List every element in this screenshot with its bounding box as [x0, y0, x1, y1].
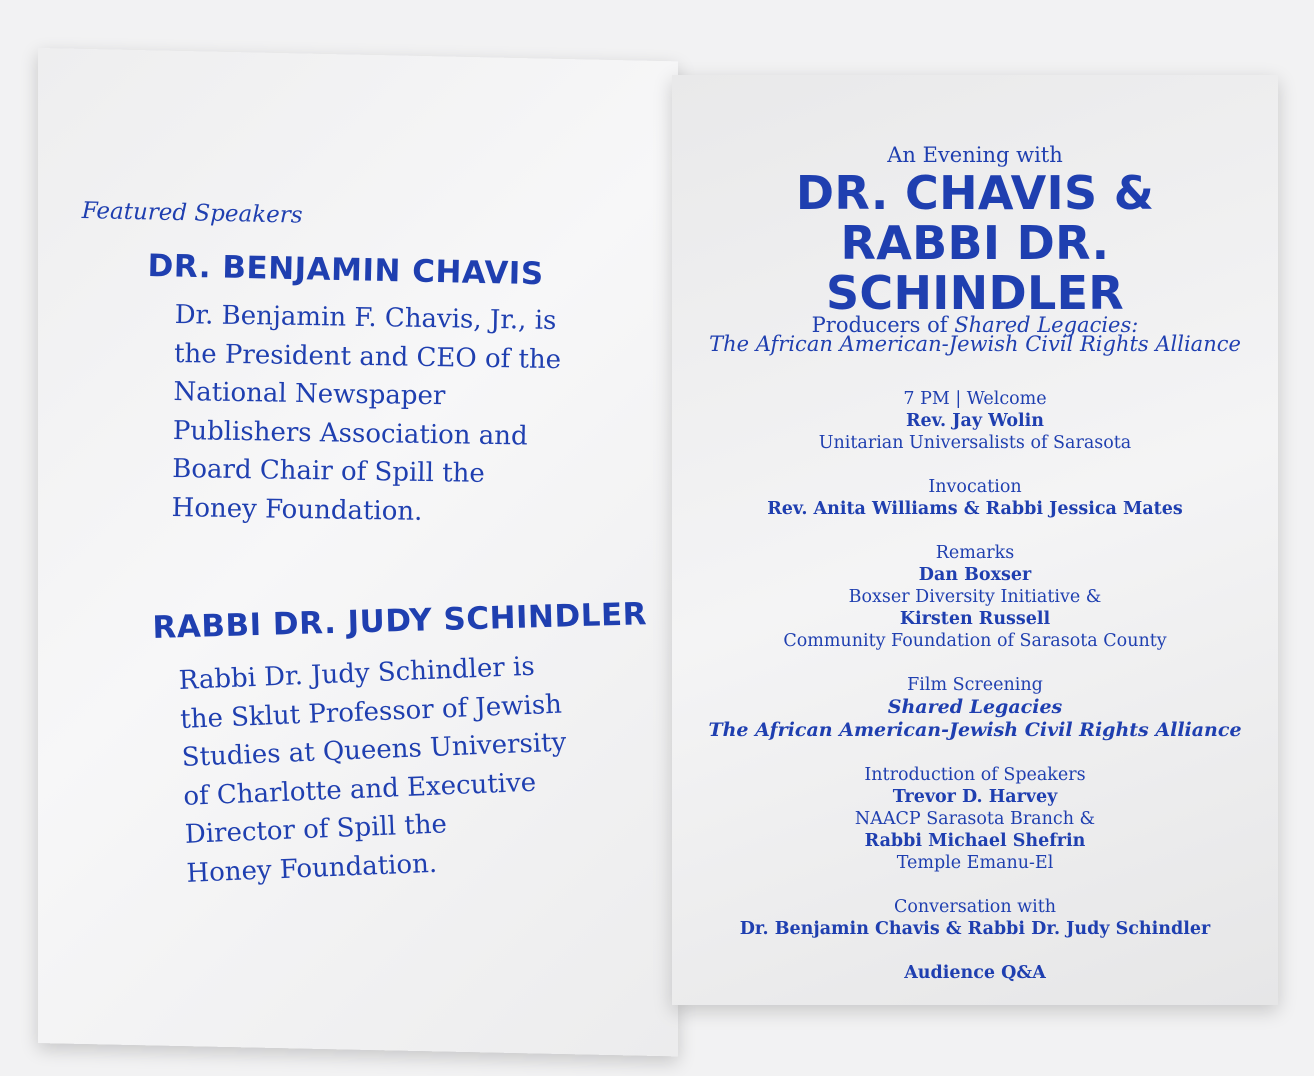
bio-line: Publishers Association and	[172, 415, 528, 452]
program-item-line: Rev. Anita Williams & Rabbi Jessica Mates	[767, 499, 1183, 519]
bio-line: Rabbi Dr. Judy Schindler is	[178, 651, 536, 696]
bio-line: Honey Foundation.	[171, 492, 423, 527]
bio-line: the Sklut Professor of Jewish	[179, 689, 563, 735]
program-item-label: 7 PM | Welcome	[903, 389, 1047, 409]
program-item-line: Rabbi Michael Shefrin	[864, 831, 1086, 851]
program-item	[690, 962, 1260, 984]
bio-line: Director of Spill the	[184, 809, 448, 850]
program-item-line: The African American-Jewish Civil Rights Alliance	[708, 719, 1242, 741]
program-item	[690, 896, 1260, 940]
speaker-bio-chavis	[171, 296, 562, 533]
program-item-line: Dan Boxser	[918, 565, 1032, 585]
program-item-line: Kirsten Russell	[899, 609, 1051, 629]
program-item-label: Conversation with	[893, 897, 1057, 917]
program-item-line: Audience Q&A	[904, 963, 1046, 983]
bio-line: Honey Foundation.	[185, 848, 438, 889]
program-item	[690, 542, 1260, 652]
program-item-label: Film Screening	[907, 675, 1043, 695]
speaker-name-schindler: RABBI DR. JUDY SCHINDLER	[152, 596, 648, 646]
bio-line: Dr. Benjamin F. Chavis, Jr., is	[174, 299, 557, 336]
event-title-line-2: RABBI DR. SCHINDLER	[825, 216, 1125, 320]
program-item-line: Dr. Benjamin Chavis & Rabbi Dr. Judy Schindler	[739, 919, 1211, 939]
program-item-line: Shared Legacies	[887, 696, 1063, 718]
program-item-line: Trevor D. Harvey	[892, 787, 1058, 807]
featured-speakers-label: Featured Speakers	[81, 198, 303, 229]
program-item-line: Rev. Jay Wolin	[905, 411, 1045, 431]
program-item	[690, 388, 1260, 454]
program-item-label: Invocation	[928, 477, 1022, 497]
event-title-line-1: DR. CHAVIS &	[795, 166, 1155, 220]
program-item-label: Introduction of Speakers	[864, 765, 1086, 785]
program-item	[690, 476, 1260, 520]
bio-line: of Charlotte and Executive	[182, 767, 537, 812]
speaker-name-chavis: DR. BENJAMIN CHAVIS	[147, 248, 544, 293]
program-item-line: Boxser Diversity Initiative &	[848, 587, 1102, 607]
program-item	[690, 674, 1260, 742]
program-item-line: Temple Emanu-El	[896, 853, 1054, 873]
program-item-line: NAACP Sarasota Branch &	[854, 809, 1096, 829]
bio-line: Studies at Queens University	[181, 727, 567, 773]
program-item	[690, 764, 1260, 874]
program-list	[690, 388, 1260, 984]
program-item-line: Unitarian Universalists of Sarasota	[818, 433, 1132, 453]
bio-line: the President and CEO of the	[173, 338, 562, 375]
speaker-bio-schindler	[178, 647, 572, 893]
event-program	[690, 142, 1260, 1006]
producers-film-subtitle: The African American-Jewish Civil Rights Alliance	[709, 332, 1241, 356]
producers-subtitle	[690, 333, 1260, 356]
bio-line: Board Chair of Spill the	[172, 453, 486, 489]
program-item-label: Remarks	[935, 543, 1015, 563]
evening-label: An Evening with	[887, 143, 1063, 167]
program-item-line: Community Foundation of Sarasota County	[783, 631, 1167, 651]
producers-film-title: Shared Legacies:	[954, 313, 1139, 337]
producers-prefix: Producers of	[811, 313, 955, 337]
bio-line: National Newspaper	[173, 376, 446, 412]
